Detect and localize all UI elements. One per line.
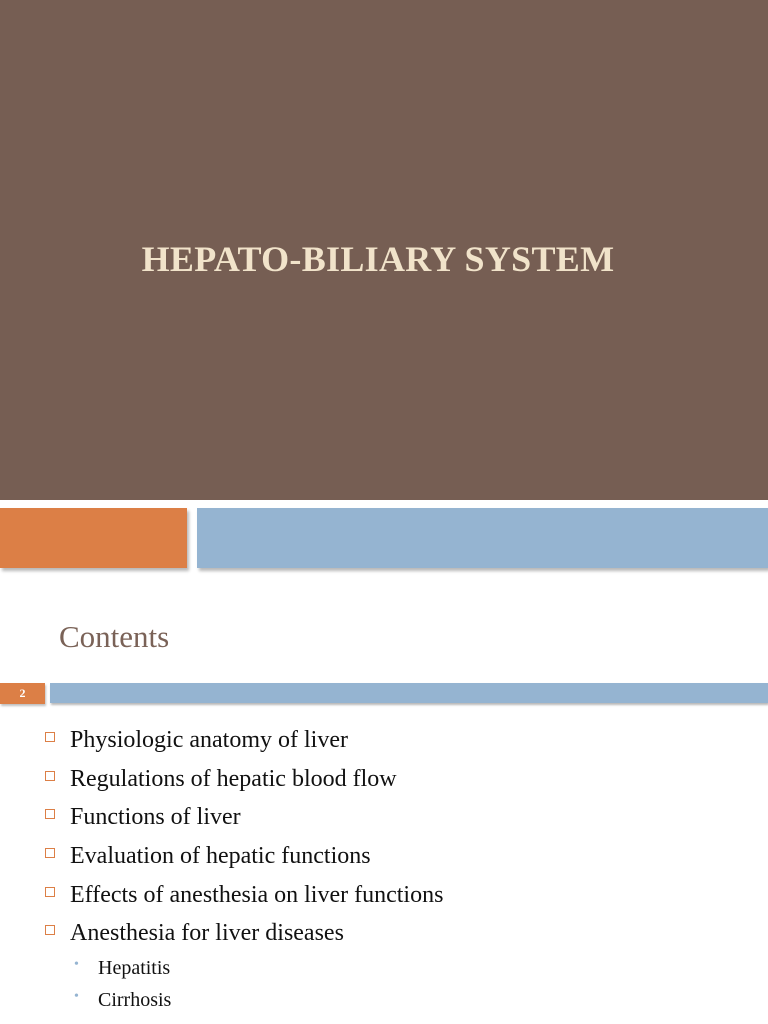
hollow-square-icon bbox=[45, 809, 55, 819]
slide-heading: Contents bbox=[59, 619, 170, 654]
slide-number-badge: 2 bbox=[0, 683, 45, 704]
title-slide bbox=[0, 0, 768, 500]
sub-bullet-item bbox=[74, 989, 171, 1012]
bullet-item bbox=[45, 727, 348, 754]
presentation-title: HEPATO-BILIARY SYSTEM bbox=[141, 239, 615, 279]
hollow-square-icon bbox=[45, 887, 55, 897]
blue-accent-bar bbox=[197, 508, 768, 568]
sub-bullet-text: Cirrhosis bbox=[98, 989, 172, 1011]
dot-icon: • bbox=[74, 988, 79, 1004]
bullet-text: Physiologic anatomy of liver bbox=[70, 727, 348, 753]
bullet-text: Effects of anesthesia on liver functions bbox=[70, 882, 444, 908]
bullet-text: Anesthesia for liver diseases bbox=[70, 920, 344, 946]
bullet-item bbox=[45, 766, 397, 793]
hollow-square-icon bbox=[45, 732, 55, 742]
header-bar bbox=[50, 683, 768, 703]
bullet-item bbox=[45, 843, 371, 870]
hollow-square-icon bbox=[45, 925, 55, 935]
bullet-item bbox=[45, 804, 241, 831]
bullet-text: Regulations of hepatic blood flow bbox=[70, 766, 397, 792]
hollow-square-icon bbox=[45, 771, 55, 781]
bullet-item bbox=[45, 920, 344, 947]
orange-accent-bar bbox=[0, 508, 187, 568]
bullet-item bbox=[45, 882, 443, 909]
sub-bullet-item bbox=[74, 957, 170, 980]
bullet-text: Functions of liver bbox=[70, 804, 241, 830]
sub-bullet-text: Hepatitis bbox=[98, 957, 171, 979]
dot-icon: • bbox=[74, 956, 79, 972]
hollow-square-icon bbox=[45, 848, 55, 858]
bullet-text: Evaluation of hepatic functions bbox=[70, 843, 371, 869]
